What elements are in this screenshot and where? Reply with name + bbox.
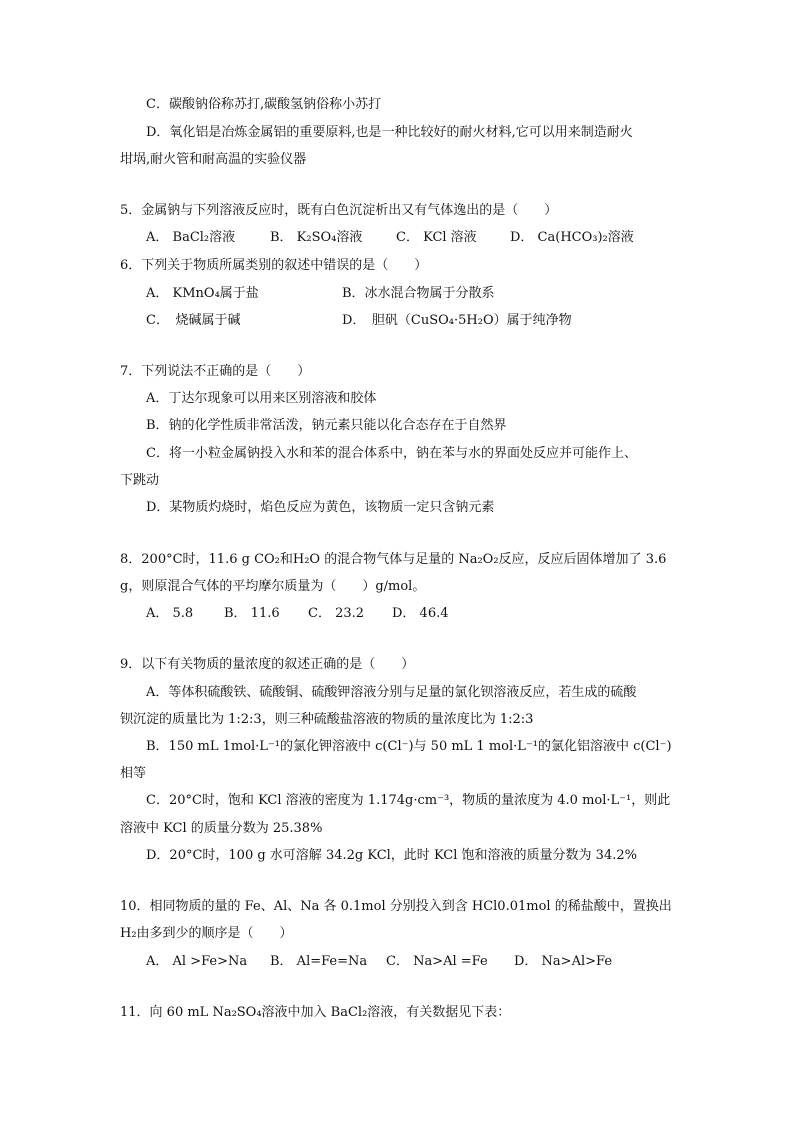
q6-option-d: D． 胆矾（CuSO₄·5H₂O）属于纯净物 (342, 313, 572, 328)
q10-option-c: C． Na>Al =Fe (386, 954, 488, 969)
q5-option-d: D． Ca(HCO₃)₂溶液 (510, 230, 634, 245)
q5-option-b: B． K₂SO₄溶液 (270, 230, 363, 245)
q7-option-c-line1: C．将一小粒金属钠投入水和苯的混合体系中，钠在苯与水的界面处反应并可能作上、 (146, 446, 637, 461)
q7-option-a: A．丁达尔现象可以用来区别溶液和胶体 (146, 391, 377, 406)
q6-option-b: B．冰水混合物属于分散系 (342, 286, 495, 301)
q9-option-b-line1: B．150 mL 1mol·L⁻¹的氯化钾溶液中 c(Cl⁻)与 50 mL 1 mol·L⁻¹的氯化铝溶液中 c(Cl⁻) (146, 739, 672, 754)
q4-option-d-line1: D．氧化铝是冶炼金属铝的重要原料,也是一种比较好的耐火材料,它可以用来制造耐火 (146, 125, 633, 140)
q9-option-d: D．20°C时，100 g 水可溶解 34.2g KCl，此时 KCl 饱和溶液的质量分数为 34.2% (146, 848, 637, 863)
q9-option-b-line2: 相等 (120, 766, 147, 781)
q10-option-a: A． Al >Fe>Na (146, 954, 248, 969)
q4-option-d-line2: 坩埚,耐火管和耐高温的实验仪器 (120, 152, 307, 167)
q4-option-c: C．碳酸钠俗称苏打,碳酸氢钠俗称小苏打 (146, 97, 382, 112)
q9-option-c-line2: 溶液中 KCl 的质量分数为 25.38% (120, 821, 323, 836)
q8-stem-line1: 8．200°C时，11.6 g CO₂和H₂O 的混合物气体与足量的 Na₂O₂反应，反应后固体增加了 3.6 (120, 552, 667, 567)
q6-option-c: C． 烧碱属于碱 (146, 313, 241, 328)
q7-option-b: B．钠的化学性质非常活泼，钠元素只能以化合态存在于自然界 (146, 418, 507, 433)
q5-option-a: A． BaCl₂溶液 (146, 230, 236, 245)
q7-option-c-line2: 下跳动 (120, 473, 160, 488)
q10-option-b: B． Al=Fe=Na (270, 954, 368, 969)
q9-option-a-line1: A．等体积硫酸铁、硫酸铜、硫酸钾溶液分别与足量的氯化钡溶液反应，若生成的硫酸 (146, 685, 637, 700)
q9-stem: 9．以下有关物质的量浓度的叙述正确的是（ ） (120, 657, 415, 672)
q7-option-d: D．某物质灼烧时，焰色反应为黄色，该物质一定只含钠元素 (146, 500, 495, 515)
q8-option-c: C． 23.2 (308, 606, 365, 621)
q9-option-a-line2: 钡沉淀的质量比为 1:2:3，则三种硫酸盐溶液的物质的量浓度比为 1:2:3 (120, 712, 534, 727)
q10-stem-line2: H₂由多到少的顺序是（ ） (120, 926, 293, 941)
q8-option-d: D． 46.4 (392, 606, 449, 621)
q8-stem-line2: g，则原混合气体的平均摩尔质量为（ ）g/mol。 (120, 579, 426, 594)
q10-option-d: D． Na>Al>Fe (514, 954, 613, 969)
q5-option-c: C． KCl 溶液 (396, 230, 477, 245)
q9-option-c-line1: C．20°C时，饱和 KCl 溶液的密度为 1.174g·cm⁻³，物质的量浓度为 4.0 mol·L⁻¹，则此 (146, 793, 671, 808)
q6-stem: 6．下列关于物质所属类别的叙述中错误的是（ ） (120, 258, 428, 273)
q7-stem: 7．下列说法不正确的是（ ） (120, 364, 311, 379)
q5-stem: 5．金属钠与下列溶液反应时，既有白色沉淀析出又有气体逸出的是（ ） (120, 203, 558, 218)
q6-option-a: A． KMnO₄属于盐 (146, 286, 259, 301)
q11-stem: 11．向 60 mL Na₂SO₄溶液中加入 BaCl₂溶液，有关数据见下表： (120, 1005, 511, 1020)
q8-option-a: A． 5.8 (146, 606, 194, 621)
q10-stem-line1: 10．相同物质的量的 Fe、Al、Na 各 0.1mol 分别投入到含 HCl0.01mol 的稀盐酸中，置换出 (120, 899, 672, 914)
q8-option-b: B． 11.6 (224, 606, 280, 621)
